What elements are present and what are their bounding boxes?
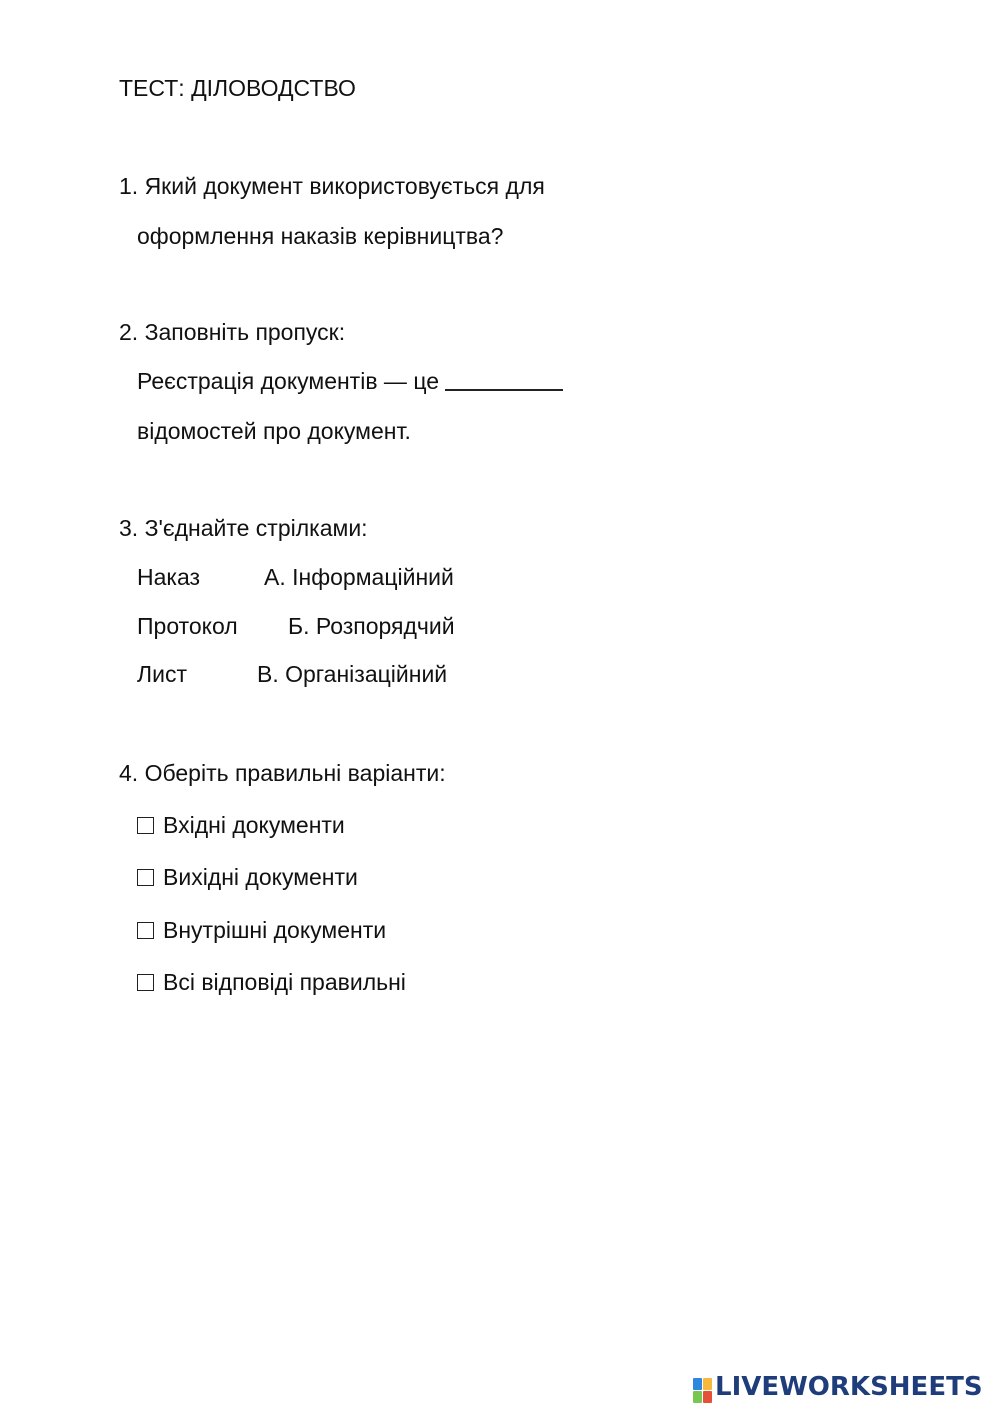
question-1-line-1: 1. Який документ використовується для: [119, 173, 545, 199]
option-row-2: [137, 862, 358, 892]
question-2-sentence-end: відомостей про документ.: [137, 418, 411, 444]
question-2-prompt: 2. Заповніть пропуск:: [119, 319, 346, 345]
liveworksheets-brand: [693, 1372, 993, 1407]
option-row-3: [137, 915, 386, 945]
match-left-item-1[interactable]: Наказ: [137, 564, 201, 590]
question-2-sentence-start: Реєстрація документів — це: [137, 368, 440, 394]
option-2-label: Вихідні документи: [163, 864, 358, 890]
option-row-4: [137, 967, 406, 997]
question-4-prompt: 4. Оберіть правильні варіанти:: [119, 760, 446, 786]
option-4-label: Всі відповіді правильні: [163, 969, 406, 995]
option-3-label: Внутрішні документи: [163, 917, 387, 943]
match-left-item-3[interactable]: Лист: [137, 661, 187, 687]
option-1-label: Вхідні документи: [163, 812, 345, 838]
fill-in-blank[interactable]: [445, 369, 563, 391]
match-right-item-1[interactable]: А. Інформаційний: [264, 564, 454, 590]
option-2-checkbox[interactable]: [137, 869, 154, 886]
worksheet-title: ТЕСТ: ДІЛОВОДСТВО: [119, 75, 356, 101]
match-left-item-2[interactable]: Протокол: [137, 613, 238, 639]
question-1-line-2: оформлення наказів керівництва?: [137, 223, 504, 249]
option-3-checkbox[interactable]: [137, 922, 154, 939]
option-1-checkbox[interactable]: [137, 817, 154, 834]
question-2-sentence: [137, 366, 563, 396]
match-right-item-2[interactable]: Б. Розпорядчий: [288, 613, 455, 639]
option-4-checkbox[interactable]: [137, 974, 154, 991]
question-3-prompt: 3. З'єднайте стрілками:: [119, 515, 368, 541]
match-right-item-3[interactable]: В. Організаційний: [257, 661, 448, 687]
option-row-1: [137, 810, 345, 840]
brand-name: LIVEWORKSHEETS: [715, 1372, 983, 1402]
liveworksheets-logo-icon: [693, 1378, 713, 1404]
